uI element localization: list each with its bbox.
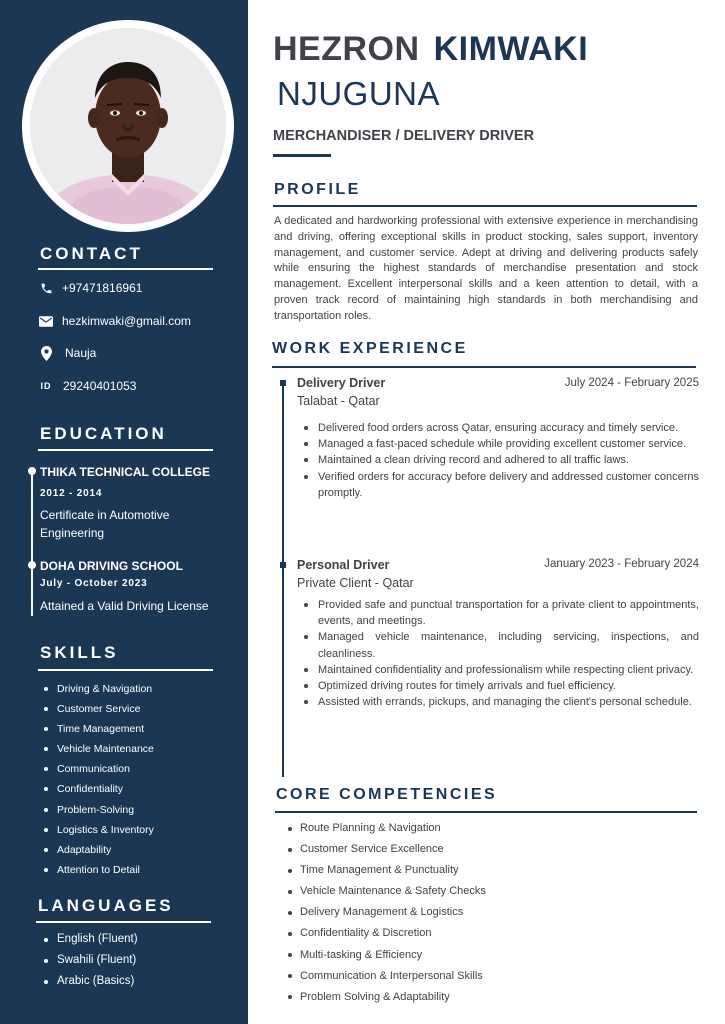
job-title: MERCHANDISER / DELIVERY DRIVER [273, 128, 535, 144]
list-item: Confidentiality & Discretion [287, 923, 486, 944]
list-item: Maintained a clean driving record and adhered to all traffic laws. [303, 452, 699, 468]
contact-location [38, 346, 96, 360]
list-item: Managed a fast-paced schedule while providing excellent customer service. [303, 436, 699, 452]
education-timeline [31, 468, 33, 616]
list-item: Attention to Detail [44, 860, 154, 880]
education-description: Certificate in Automotive Engineering [40, 508, 170, 540]
contact-email [38, 314, 191, 328]
list-item: English (Fluent) [44, 929, 138, 950]
languages-list [44, 929, 138, 992]
list-item: Managed vehicle maintenance, including servicing, inspections, and cleanliness. [303, 629, 699, 661]
list-item: Logistics & Inventory [44, 820, 154, 840]
contact-phone [38, 281, 142, 295]
list-item: Driving & Navigation [44, 679, 154, 699]
job-organization: Talabat - Qatar [297, 394, 380, 408]
education-dates: July - October 2023 [40, 578, 148, 589]
sidebar [0, 0, 248, 1024]
profile-photo-frame [22, 20, 234, 232]
list-item: Arabic (Basics) [44, 971, 138, 992]
email-address[interactable]: hezkimwaki@gmail.com [62, 314, 191, 328]
list-item: Confidentiality [44, 779, 154, 799]
work-experience-divider [272, 366, 696, 368]
job-marker [280, 562, 286, 568]
list-item: Time Management & Punctuality [287, 860, 486, 881]
education-school: DOHA DRIVING SCHOOL [40, 559, 183, 573]
contact-divider [38, 268, 213, 270]
map-pin-icon [38, 346, 54, 360]
list-item: Delivery Management & Logistics [287, 902, 486, 923]
job-dates: July 2024 - February 2025 [564, 377, 699, 389]
education-school: THIKA TECHNICAL COLLEGE [40, 465, 210, 479]
job-role: Personal Driver [297, 558, 390, 572]
education-dates: 2012 - 2014 [40, 488, 103, 499]
list-item: Delivered food orders across Qatar, ensuring accuracy and timely service. [303, 420, 699, 436]
title-underline [273, 154, 331, 157]
list-item: Communication & Interpersonal Skills [287, 966, 486, 987]
name-line [273, 30, 588, 69]
list-item: Vehicle Maintenance [44, 739, 154, 759]
last-name: KIMWAKI [433, 30, 589, 68]
profile-photo [30, 28, 226, 224]
core-competencies-list [287, 818, 486, 1008]
list-item: Maintained confidentiality and professionalism while respecting client privacy. [303, 662, 699, 678]
list-item: Route Planning & Navigation [287, 818, 486, 839]
list-item: Swahili (Fluent) [44, 950, 138, 971]
list-item: Optimized driving routes for timely arrivals and fuel efficiency. [303, 678, 699, 694]
first-name: HEZRON [273, 30, 420, 68]
list-item: Verified orders for accuracy before delivery and addressed customer concerns promptly. [303, 469, 699, 501]
languages-divider [36, 921, 211, 923]
education-heading: EDUCATION [40, 424, 167, 443]
profile-divider [273, 205, 697, 207]
profile-heading: PROFILE [274, 181, 361, 198]
envelope-icon [38, 314, 54, 328]
id-label: ID [40, 381, 52, 391]
core-competencies-heading: CORE COMPETENCIES [276, 786, 498, 803]
job-duties [303, 597, 699, 710]
location-text: Nauja [65, 346, 97, 360]
work-experience-heading: WORK EXPERIENCE [272, 340, 468, 357]
experience-timeline [282, 380, 284, 777]
id-number: 29240401053 [63, 379, 137, 393]
list-item: Customer Service [44, 699, 154, 719]
skills-heading: SKILLS [40, 643, 119, 662]
middle-name: NJUGUNA [277, 75, 441, 112]
contact-id [38, 379, 136, 393]
list-item: Assisted with errands, pickups, and managing the client's personal schedule. [303, 694, 699, 710]
education-description: Attained a Valid Driving License [40, 599, 209, 613]
list-item: Communication [44, 759, 154, 779]
skills-divider [38, 669, 213, 671]
list-item: Adaptability [44, 840, 154, 860]
job-role: Delivery Driver [297, 376, 386, 390]
list-item: Time Management [44, 719, 154, 739]
core-competencies-divider [275, 811, 697, 813]
skills-list [44, 679, 154, 880]
job-marker [280, 380, 286, 386]
list-item: Customer Service Excellence [287, 839, 486, 860]
job-dates: January 2023 - February 2024 [544, 558, 699, 570]
list-item: Vehicle Maintenance & Safety Checks [287, 881, 486, 902]
list-item: Problem Solving & Adaptability [287, 987, 486, 1008]
contact-heading: CONTACT [40, 244, 143, 263]
languages-heading: LANGUAGES [38, 896, 174, 915]
profile-summary: A dedicated and hardworking professional with extensive experience in merchandising and driving, offering exceptional skills in product stocking, sales support, inventory management, and customer service. Adept at driving and delivering products safely while ensuring the highest standards of merchandise presentation and stock management. Excellent interpersonal skills and a keen attention to detail, with a proven track record of maintaining high standards in both merchandising and transportation roles. [274, 215, 698, 322]
phone-number[interactable]: +97471816961 [62, 281, 143, 295]
education-marker [28, 467, 36, 475]
job-organization: Private Client - Qatar [297, 576, 414, 590]
job-duties [303, 420, 699, 501]
list-item: Provided safe and punctual transportation for a private client to appointments, events, and meetings. [303, 597, 699, 629]
phone-icon [38, 281, 54, 295]
education-divider [38, 449, 213, 451]
list-item: Problem-Solving [44, 800, 154, 820]
list-item: Multi-tasking & Efficiency [287, 945, 486, 966]
education-marker [28, 561, 36, 569]
